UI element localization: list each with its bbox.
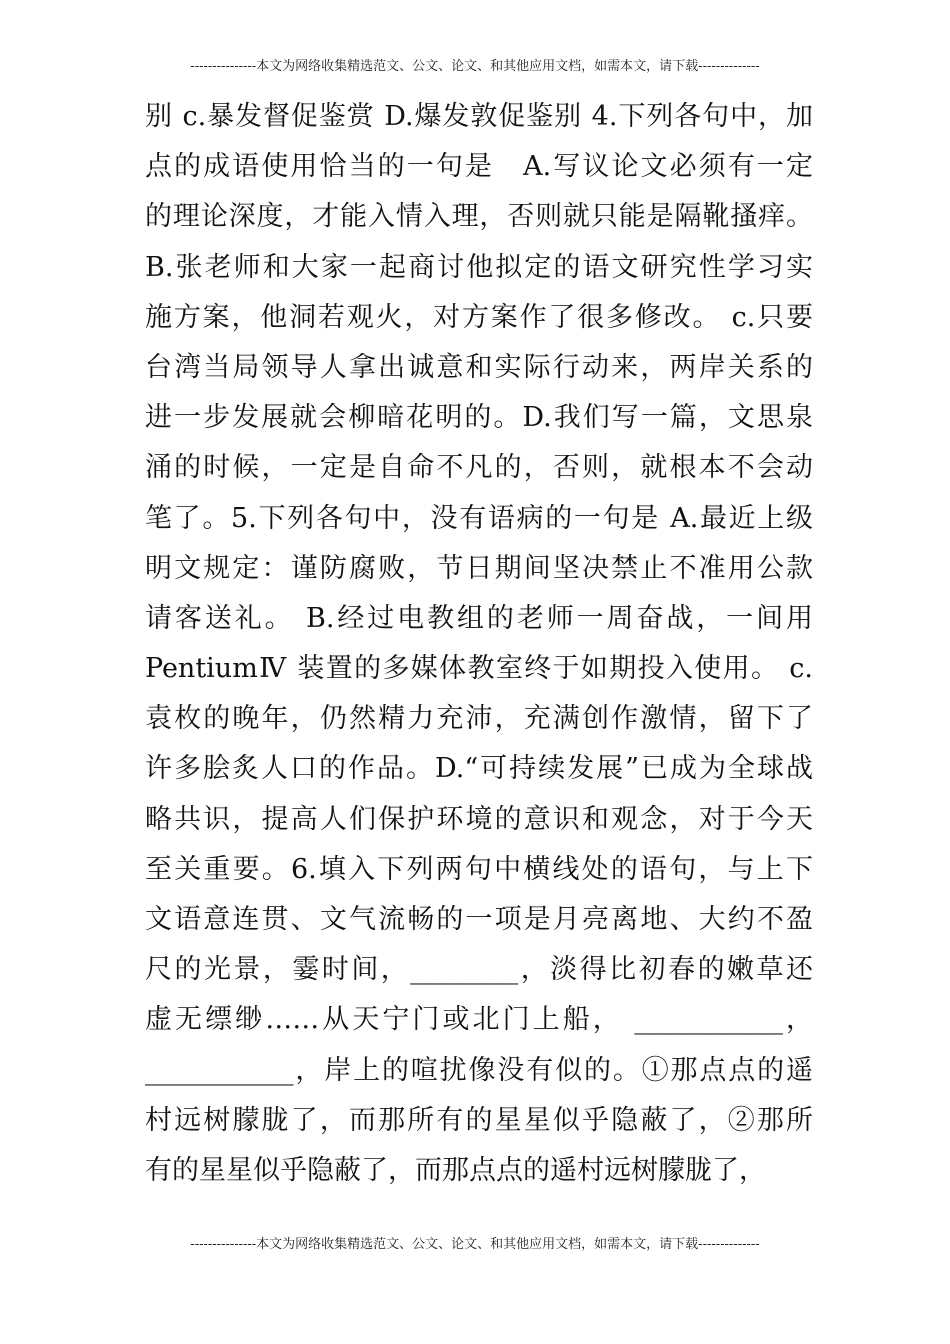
text-line: 的理论深度，才能入情入理，否则就只能是隔靴搔痒。 (145, 201, 813, 233)
text-line: 别 c.暴发督促鉴赏 D.爆发敦促鉴别 4.下列各句中，加 (145, 101, 813, 132)
text-line: 进一步发展就会柳暗花明的。D.我们写一篇，文思泉 (145, 402, 813, 434)
text-line: 施方案，他洞若观火，对方案作了很多修改。 c.只要 (145, 301, 813, 333)
text-line: 涌的时候，一定是自命不凡的，否则，就根本不会动 (145, 452, 813, 484)
text-line: ___________，岸上的喧扰像没有似的。①那点点的遥 (145, 1054, 813, 1086)
text-line: 至关重要。6.填入下列两句中横线处的语句，与上下 (145, 853, 813, 885)
text-line: 略共识，提高人们保护环境的意识和观念，对于今天 (145, 803, 813, 835)
text-line: PentiumⅣ 装置的多媒体教室终于如期投入使用。 c. (145, 653, 813, 685)
text-line: 虚无缥缈……从天宁门或北门上船， ___________， (145, 1004, 813, 1036)
text-line: 台湾当局领导人拿出诚意和实际行动来，两岸关系的 (145, 351, 813, 383)
text-line: 许多脍炙人口的作品。D.“可持续发展”已成为全球战 (145, 753, 813, 785)
text-line: B.张老师和大家一起商讨他拟定的语文研究性学习实 (145, 251, 813, 283)
text-line: 袁枚的晚年，仍然精力充沛，充满创作激情，留下了 (145, 703, 813, 735)
text-line: 点的成语使用恰当的一句是 A.写议论文必须有一定 (145, 151, 813, 183)
text-line: 笔了。5.下列各句中，没有语病的一句是 A.最近上级 (145, 502, 813, 534)
text-line: 村远树朦胧了，而那所有的星星似乎隐蔽了，②那所 (145, 1104, 813, 1136)
footer-banner: ---------------本文为网络收集精选范文、公文、论文、和其他应用文档，如需本文，请下载-------------- (190, 1237, 760, 1252)
text-line: 文语意连贯、文气流畅的一项是月亮离地、大约不盈 (145, 904, 813, 935)
header-banner: ---------------本文为网络收集精选范文、公文、论文、和其他应用文档，如需本文，请下载-------------- (190, 59, 760, 74)
text-line: 有的星星似乎隐蔽了，而那点点的遥村远树朦胧了， (145, 1154, 766, 1186)
text-line: 尺的光景，霎时间，________，淡得比初春的嫩草还 (145, 954, 813, 986)
document-body (145, 92, 813, 1196)
text-line: 请客送礼。 B.经过电教组的老师一周奋战，一间用 (145, 602, 813, 634)
text-line: 明文规定：谨防腐败，节日期间坚决禁止不准用公款 (145, 552, 813, 584)
